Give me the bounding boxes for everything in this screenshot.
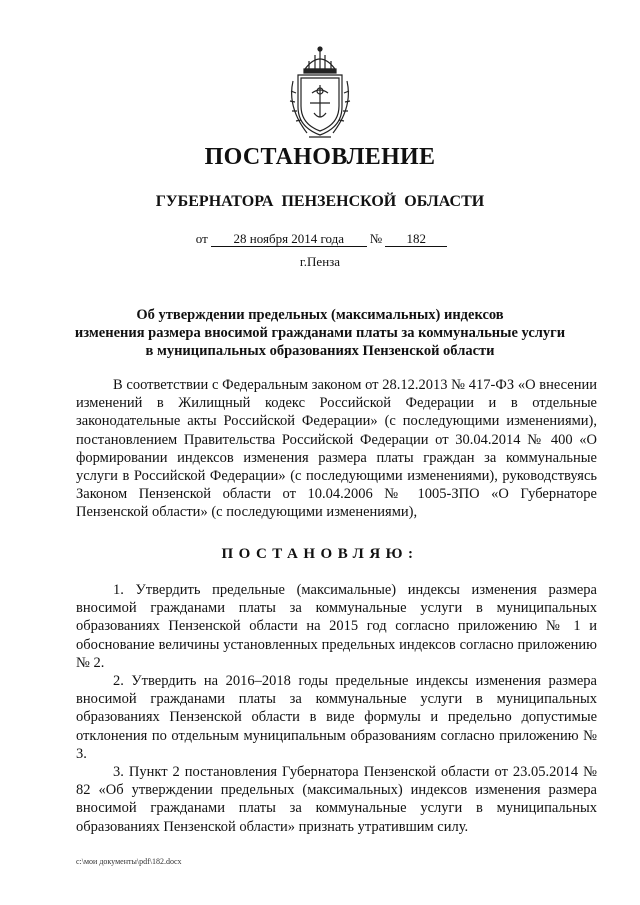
document-subtitle: ГУБЕРНАТОРА ПЕНЗЕНСКОЙ ОБЛАСТИ <box>155 193 485 210</box>
decree-points <box>76 581 597 836</box>
decree-point-2: 2. Утвердить на 2016–2018 годы предельные индексы изменения размера вносимой гражданами платы за коммунальные услуги в муниципальных образованиях Пензенской области в виде формулы и предельно допустимые отклонения по отдельным муниципальным образованиям согласно приложению № 3. <box>76 673 597 762</box>
decree-point-1: 1. Утвердить предельные (максимальные) индексы изменения размера вносимой гражданами платы за коммунальные услуги в муниципальных образованиях Пензенской области на 2015 год согласно приложению № 1 и обоснование величины установленных предельных индексов согласно приложению № 2. <box>76 582 597 671</box>
number-prefix: № <box>369 231 383 246</box>
document-title: ПОСТАНОВЛЕНИЕ <box>204 144 436 170</box>
file-path-footer: c:\мои документы\pdf\182.docx <box>76 857 182 866</box>
preamble-paragraph: В соответствии с Федеральным законом от 28.12.2013 № 417-ФЗ «О внесении изменений в Жилищный кодекс Российской Федерации и в отдельные законодательные акты Российской Федерации» (с последующими изменениями), постановлением Правительства Российской Федерации от 30.04.2014 № 400 «О формировании индексов изменения размера платы граждан за коммунальные услуги в Российской Федерации» (с последующими изменениями), руководствуясь Законом Пензенской области от 10.04.2006 № 1005-ЗПО «О Губернаторе Пензенской области» (с последующими изменениями), <box>76 377 597 521</box>
heading-line: Об утверждении предельных (максимальных) индексов <box>136 307 504 323</box>
decree-point-3: 3. Пункт 2 постановления Губернатора Пензенской области от 23.05.2014 № 82 «Об утверждении предельных (максимальных) индексов изменения размера вносимой гражданами платы за коммунальные услуги в муниципальных образованиях Пензенской области» признать утратившим силу. <box>76 764 597 835</box>
coat-of-arms-icon <box>285 45 355 141</box>
document-city: г.Пенза <box>299 254 341 269</box>
document-number: 182 <box>385 232 447 247</box>
decree-word: ПОСТАНОВЛЯЮ: <box>221 546 419 562</box>
heading-line: в муниципальных образованиях Пензенской области <box>145 343 495 359</box>
heading-line: изменения размера вносимой гражданами платы за коммунальные услуги <box>74 325 566 341</box>
document-heading <box>40 306 600 360</box>
date-number-line <box>0 231 640 247</box>
document-date: 28 ноября 2014 года <box>211 232 367 247</box>
date-prefix: от <box>195 231 208 246</box>
preamble <box>76 376 597 522</box>
